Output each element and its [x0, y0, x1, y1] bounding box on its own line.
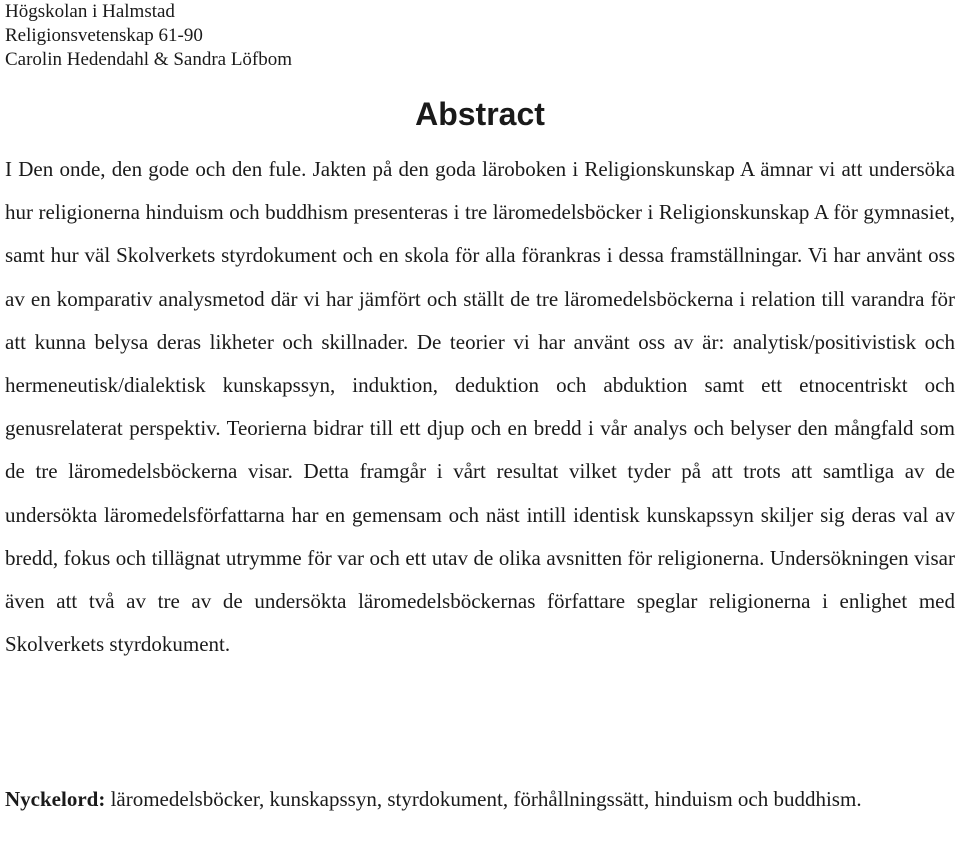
- abstract-title-sentence: I Den onde, den gode och den fule.: [5, 157, 307, 181]
- keywords-label: Nyckelord:: [5, 787, 106, 811]
- keywords-text: läromedelsböcker, kunskapssyn, styrdokument, förhållningssätt, hinduism och buddhism.: [105, 787, 862, 811]
- institution-name: Högskolan i Halmstad: [5, 1, 175, 22]
- course-name: Religionsvetenskap 61-90: [5, 25, 203, 46]
- abstract-body-text: Jakten på den goda läroboken i Religionskunskap A ämnar vi att undersöka hur religionerna hinduism och buddhism presenteras i tre läromedelsböcker i Religionskunskap A för gymnasiet, samt hur väl Skolverkets styrdokument och en skola för alla förankras i dessa framställningar. Vi har använt oss av en komparativ analysmetod där vi har jämfört och ställt de tre läromedelsböckerna i relation till varandra för att kunna belysa deras likheter och skillnader. De teorier vi har använt oss av är: analytisk/positivistisk och hermeneutisk/dialektisk kunskapssyn, induktion, deduktion och abduktion samt ett etnocentriskt och genusrelaterat perspektiv. Teorierna bidrar till ett djup och en bredd i vår analys och belyser den mångfald som de tre läromedelsböckerna visar. Detta framgår i vårt resultat vilket tyder på att trots att samtliga av de undersökta läromedelsförfattarna har en gemensam och näst intill identisk kunskapssyn skiljer sig deras val av bredd, fokus och tillägnat utrymme för var och ett utav de olika avsnitten för religionerna. Undersökningen visar även att två av tre av de undersökta läromedelsböckernas författare speglar religionerna i enlighet med Skolverkets styrdokument.: [5, 157, 955, 657]
- keywords-paragraph: [5, 778, 955, 821]
- abstract-paragraph: [5, 148, 955, 666]
- abstract-heading-text: Abstract: [415, 96, 545, 132]
- document-header: [5, 0, 292, 72]
- abstract-heading: [0, 92, 960, 136]
- author-names: Carolin Hedendahl & Sandra Löfbom: [5, 49, 293, 70]
